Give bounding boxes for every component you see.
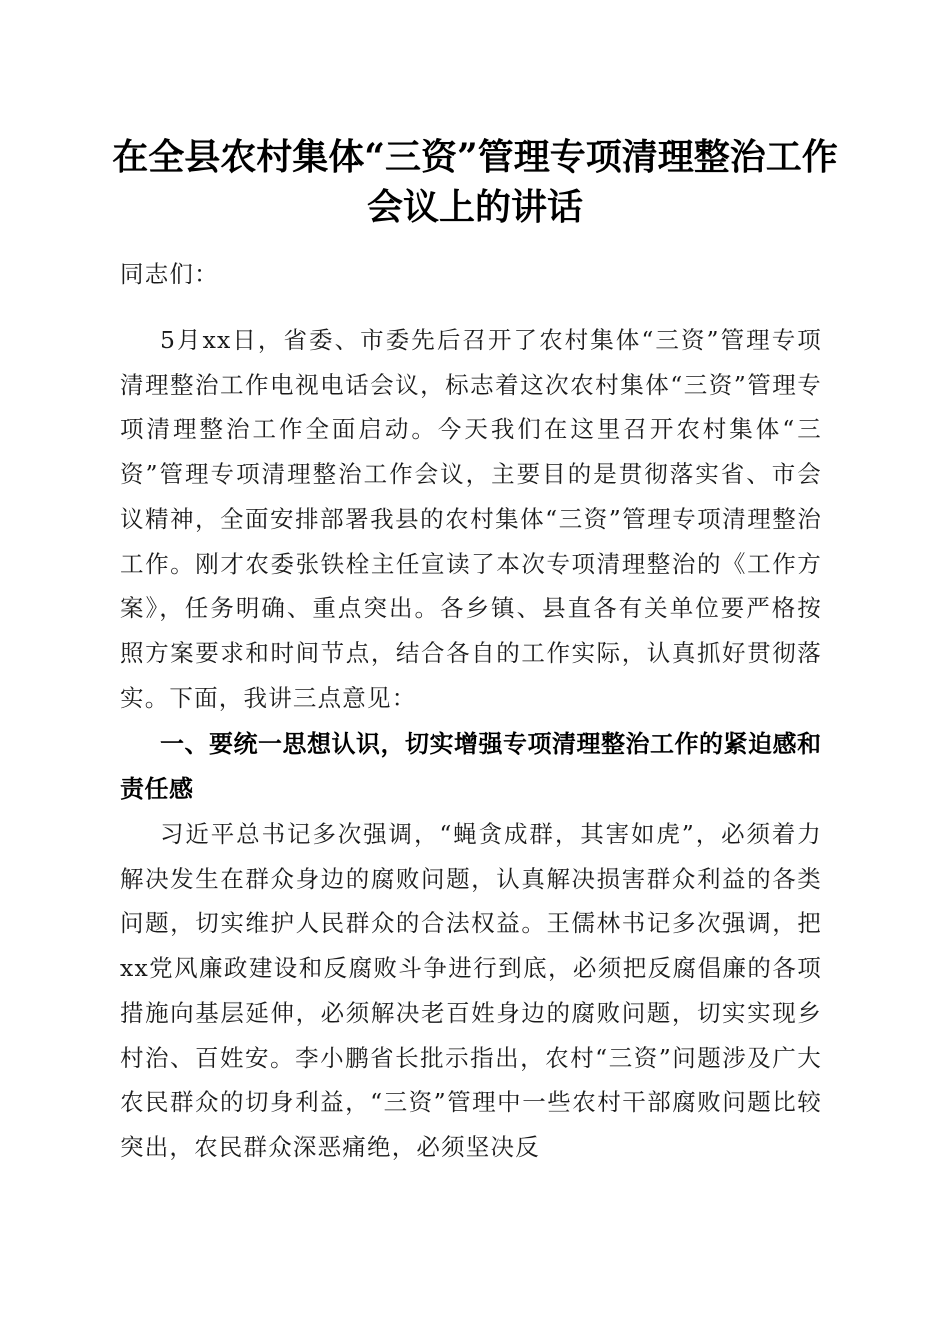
paragraph-section-1: 习近平总书记多次强调，“蝇贪成群，其害如虎”，必须着力解决发生在群众身边的腐败问题，认真解决损害群众利益的各类问题，切实维护人民群众的合法权益。王儒林书记多次强调，把xx党风廉政建设和反腐败斗争进行到底，必须把反腐倡廉的各项措施向基层延伸，必须解决老百姓身边的腐败问题，切实实现乡村治、百姓安。李小鹏省长批示指出，农村“三资”问题涉及广大农民群众的切身利益，“三资”管理中一些农村干部腐败问题比较突出，农民群众深恶痛绝，必须坚决反 [120,820,822,1161]
greeting: 同志们： [120,260,219,288]
paragraph-opening: 5月xx日，省委、市委先后召开了农村集体“三资”管理专项清理整治工作电视电话会议，标志着这次农村集体“三资”管理专项清理整治工作全面启动。今天我们在这里召开农村集体“三资”管理专项清理整治工作会议，主要目的是贯彻落实省、市会议精神，全面安排部署我县的农村集体“三资”管理专项清理整治工作。刚才农委张铁栓主任宣读了本次专项清理整治的《工作方案》，任务明确、重点突出。各乡镇、县直各有关单位要严格按照方案要求和时间节点，结合各自的工作实际，认真抓好贯彻落实。下面，我讲三点意见： [120,326,822,712]
section-heading-1: 一、要统一思想认识，切实增强专项清理整治工作的紧迫感和责任感 [120,730,822,803]
document-title: 在全县农村集体“三资”管理专项清理整治工作会议上的讲话 [112,136,838,228]
